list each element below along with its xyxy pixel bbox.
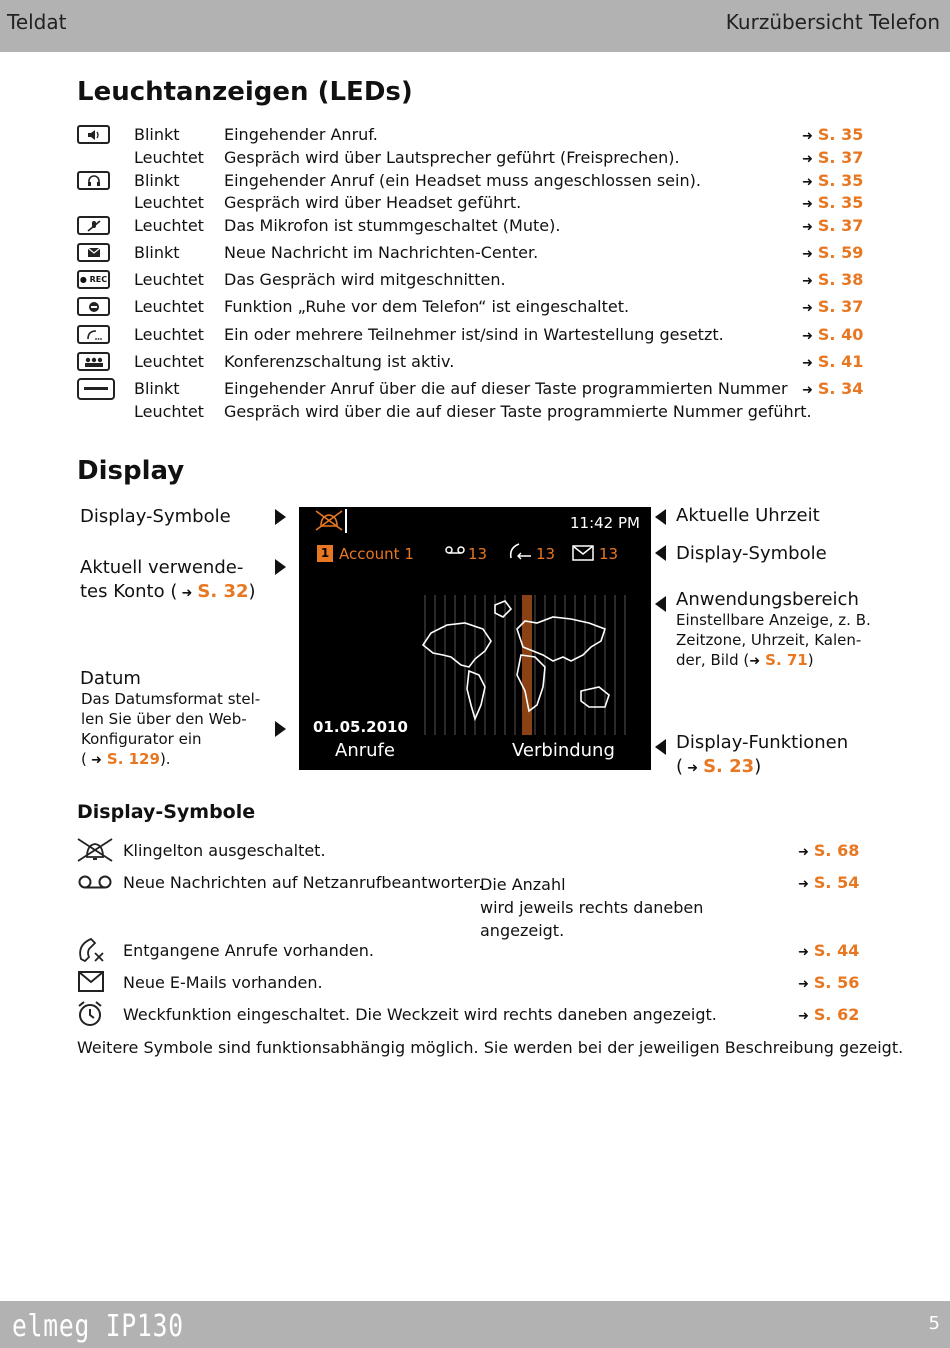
led-row: [77, 402, 867, 425]
led-state: Blinkt: [134, 171, 180, 190]
led-state: Leuchtet: [134, 193, 204, 212]
page-ref-link[interactable]: ➜ S. 40: [802, 325, 864, 344]
led-description: Gespräch wird über Headset geführt.: [224, 193, 522, 212]
led-description: Ein oder mehrere Teilnehmer ist/sind in Wartestellung gesetzt.: [224, 325, 724, 344]
missed-call-icon: [77, 937, 113, 963]
rec-icon: ● REC: [77, 270, 110, 289]
led-description: Konferenzschaltung ist aktiv.: [224, 352, 455, 371]
label-current-account: Aktuell verwende- tes Konto ( ➜ S. 32): [80, 557, 256, 602]
function-key-icon: [77, 378, 115, 400]
mute-icon: [77, 216, 110, 235]
symbol-description: Klingelton ausgeschaltet.: [123, 841, 326, 860]
missed-call-count: 13: [536, 545, 556, 563]
led-description: Das Gespräch wird mitgeschnitten.: [224, 270, 506, 289]
led-state: Leuchtet: [134, 352, 204, 371]
alarm-icon: [77, 1001, 113, 1027]
world-map-image: [421, 595, 627, 735]
pointer-right-icon: [275, 509, 286, 525]
label-display-functions: Display-Funktionen ( ➜ S. 23): [676, 732, 849, 777]
led-description: Eingehender Anruf (ein Headset muss angeschlossen sein).: [224, 171, 701, 190]
page-ref-link[interactable]: ➜ S. 35: [802, 171, 864, 190]
page-ref-link[interactable]: ➜ S. 68: [798, 841, 860, 860]
led-row: [77, 125, 867, 148]
symbol-description: Entgangene Anrufe vorhanden.: [123, 941, 374, 960]
pointer-right-icon: [275, 559, 286, 575]
led-row: [77, 148, 867, 171]
led-description: Neue Nachricht im Nachrichten-Center.: [224, 243, 539, 262]
page-ref-link[interactable]: ➜ S. 35: [802, 125, 864, 144]
led-state: Leuchtet: [134, 270, 204, 289]
led-description: Funktion „Ruhe vor dem Telefon“ ist eingeschaltet.: [224, 297, 630, 316]
led-description: Gespräch wird über Lautsprecher geführt (Freisprechen).: [224, 148, 680, 167]
header-brand: Teldat: [7, 10, 67, 34]
led-state: Blinkt: [134, 125, 180, 144]
led-row: [77, 379, 867, 402]
conference-icon: [77, 352, 110, 371]
led-row: [77, 297, 867, 320]
page-number: 5: [928, 1313, 940, 1334]
symbol-description: Neue Nachrichten auf Netzanrufbeantworter.: [123, 873, 484, 892]
symbols-title: Display-Symbole: [77, 801, 256, 823]
status-divider: [345, 509, 347, 533]
pointer-left-icon: [655, 509, 666, 525]
page-ref-link[interactable]: ➜ S. 37: [802, 148, 864, 167]
led-description: Gespräch wird über die auf dieser Taste programmierte Nummer geführt.: [224, 402, 812, 421]
header-title: Kurzübersicht Telefon: [725, 10, 940, 34]
led-state: Leuchtet: [134, 148, 204, 167]
screen-time: 11:42 PM: [570, 514, 640, 532]
voicemail-icon: [445, 545, 465, 555]
page-ref-link[interactable]: ➜ S. 44: [798, 941, 860, 960]
pointer-right-icon: [275, 721, 286, 737]
page-ref-link[interactable]: ➜ S. 38: [802, 270, 864, 289]
led-description: Eingehender Anruf über die auf dieser Taste programmierten Nummer: [224, 379, 788, 398]
softkey-connection[interactable]: Verbindung: [512, 740, 615, 761]
led-row: [77, 216, 867, 239]
page-ref-link[interactable]: ➜ S. 37: [802, 216, 864, 235]
label-current-time: Aktuelle Uhrzeit: [676, 505, 820, 526]
ringer-off-icon: [313, 510, 345, 532]
message-icon: [77, 243, 110, 262]
account-name: Account 1: [339, 545, 414, 563]
softkey-calls[interactable]: Anrufe: [335, 740, 395, 761]
speaker-icon: [77, 125, 110, 144]
page-ref-link[interactable]: ➜ S. 62: [798, 1005, 860, 1024]
led-state: Blinkt: [134, 243, 180, 262]
page-ref-link[interactable]: ➜ S. 35: [802, 193, 864, 212]
led-state: Leuchtet: [134, 297, 204, 316]
page-ref-link[interactable]: ➜ S. 41: [802, 352, 864, 371]
led-row: [77, 352, 867, 375]
led-row: [77, 193, 867, 216]
mail-icon: [77, 969, 113, 995]
label-display-symbols-right: Display-Symbole: [676, 543, 827, 564]
do-not-disturb-icon: [77, 297, 110, 316]
led-description: Eingehender Anruf.: [224, 125, 378, 144]
label-display-symbols: Display-Symbole: [80, 506, 231, 527]
label-date: Datum Das Datumsformat stel- len Sie über den Web- Konfigurator ein ( ➜ S. 129).: [80, 668, 261, 768]
account-number-badge: 1: [317, 545, 333, 562]
screen-date: 01.05.2010: [313, 718, 408, 736]
page-ref-link[interactable]: ➜ S. 37: [802, 297, 864, 316]
mail-count: 13: [599, 545, 619, 563]
symbol-description: Weckfunktion eingeschaltet. Die Weckzeit wird rechts daneben angezeigt.: [123, 1005, 717, 1024]
led-state: Leuchtet: [134, 325, 204, 344]
led-row: [77, 243, 867, 266]
display-title: Display: [77, 456, 185, 486]
symbols-footnote: Weitere Symbole sind funktionsabhängig möglich. Sie werden bei der jeweiligen Beschreibung gezeigt.: [77, 1038, 904, 1057]
page-footer: [0, 1301, 950, 1348]
led-description: Das Mikrofon ist stummgeschaltet (Mute).: [224, 216, 561, 235]
led-row: [77, 270, 867, 293]
label-application-area: Anwendungsbereich Einstellbare Anzeige, z. B. Zeitzone, Uhrzeit, Kalen- der, Bild (➜ S. 71): [676, 589, 871, 669]
page-ref-link[interactable]: ➜ S. 54: [798, 873, 860, 892]
product-logo: elmeg IP130: [12, 1309, 184, 1344]
headset-icon: [77, 171, 110, 190]
missed-call-icon: [507, 542, 533, 562]
leds-title: Leuchtanzeigen (LEDs): [77, 77, 413, 107]
pointer-left-icon: [655, 596, 666, 612]
led-row: [77, 171, 867, 194]
phone-display-screen: [299, 507, 651, 770]
led-state: Leuchtet: [134, 216, 204, 235]
hold-icon: [77, 325, 110, 344]
voicemail-count: 13: [468, 545, 488, 563]
pointer-left-icon: [655, 545, 666, 561]
page-ref-link[interactable]: ➜ S. 34: [802, 379, 864, 398]
led-row: [77, 325, 867, 348]
voicemail-icon: [77, 869, 113, 895]
count-note: Die Anzahl wird jeweils rechts daneben angezeigt.: [480, 875, 704, 940]
mail-icon: [572, 545, 594, 561]
page-ref-link[interactable]: ➜ S. 59: [802, 243, 864, 262]
led-state: Leuchtet: [134, 402, 204, 421]
page-ref-link[interactable]: ➜ S. 56: [798, 973, 860, 992]
ringer-off-icon: [77, 837, 113, 863]
symbol-description: Neue E-Mails vorhanden.: [123, 973, 323, 992]
led-state: Blinkt: [134, 379, 180, 398]
page-header: [0, 0, 950, 52]
pointer-left-icon: [655, 739, 666, 755]
